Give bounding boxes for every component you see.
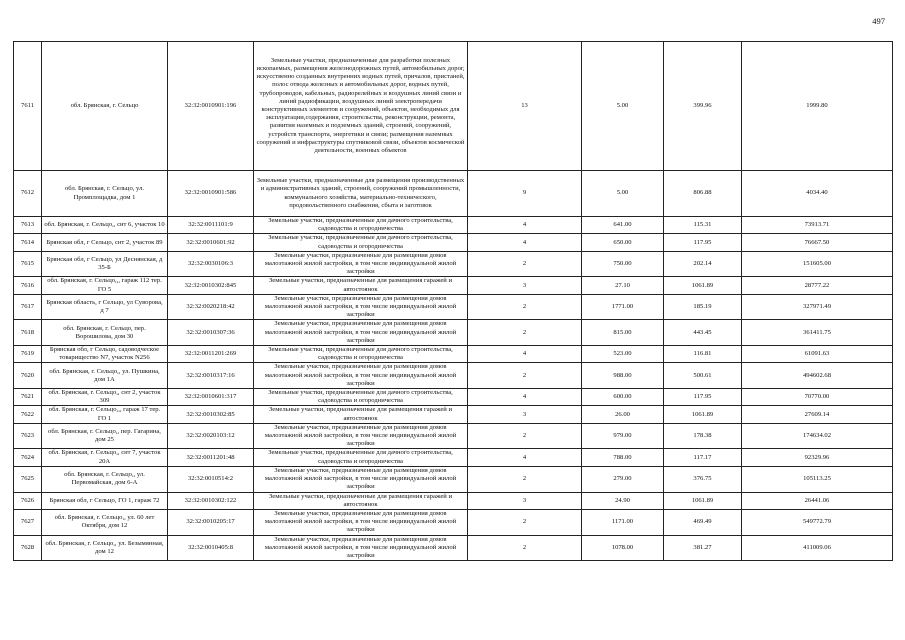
cell-land-use: Земельные участки, предназначенные для разработки полезных ископаемых, размещения железнодорожных путей, автомобильных дорог, искусственно созданных внутренних водных путей, причалов, пристаней, полос отвода железных и автомобильных дорог, водных путей, трубопроводов, кабельных, радиорелейных и воздушных линий связи и линий радиофикации, воздушных линий электропередачи конструктивных элементов и сооружений, объектов, необходимых для эксплуатации,содержания, строительства, реконструкции, ремонта, развития наземных и подземных зданий, строений, сооружений, устройств транспорта, энергетики и связи; размещения наземных сооружений и инфраструктуры спутниковой связи, объектов космической деятельности, военных объектов <box>254 42 468 171</box>
cell-specific-value: 1061.89 <box>664 277 742 294</box>
cell-specific-value: 117.95 <box>664 389 742 406</box>
cell-cadastral-number: 32:32:0010901:586 <box>168 171 254 217</box>
cell-land-use: Земельные участки, предназначенные для дачного строительства, садоводства и огородничества <box>254 234 468 251</box>
cell-address: обл. Брянская, г. Сельцо,, снт 2, участок 309 <box>42 389 168 406</box>
cell-area: 815.00 <box>582 320 664 346</box>
cell-cadastral-value: 174634.02 <box>742 423 893 449</box>
cell-cadastral-number: 32:32:0010302:85 <box>168 406 254 423</box>
cell-area: 1078.00 <box>582 535 664 561</box>
table-row <box>14 389 893 406</box>
cell-cadastral-value: 28777.22 <box>742 277 893 294</box>
cell-area: 641.00 <box>582 217 664 234</box>
cell-area: 988.00 <box>582 363 664 389</box>
cell-cadastral-value: 494602.68 <box>742 363 893 389</box>
table-row <box>14 217 893 234</box>
cell-group: 4 <box>468 389 582 406</box>
cell-number: 7624 <box>14 449 42 466</box>
cell-cadastral-number: 32:32:0010302:122 <box>168 492 254 509</box>
cell-cadastral-value: 61091.63 <box>742 346 893 363</box>
cell-area: 650.00 <box>582 234 664 251</box>
cell-cadastral-number: 32:32:0010302:845 <box>168 277 254 294</box>
cell-number: 7615 <box>14 251 42 277</box>
cell-area: 26.00 <box>582 406 664 423</box>
cell-address: обл. Брянская, г. Сельцо <box>42 42 168 171</box>
cell-address: обл. Брянская, г. Сельцо,,, гараж 112 тер. ГО 5 <box>42 277 168 294</box>
cell-number: 7628 <box>14 535 42 561</box>
cell-cadastral-value: 92329.96 <box>742 449 893 466</box>
table-row <box>14 363 893 389</box>
cell-specific-value: 381.27 <box>664 535 742 561</box>
cell-group: 13 <box>468 42 582 171</box>
table-row <box>14 171 893 217</box>
cell-area: 523.00 <box>582 346 664 363</box>
cell-land-use: Земельные участки, предназначенные для размещения домов малоэтажной жилой застройки, в том числе индивидуальной жилой застройки <box>254 423 468 449</box>
cell-cadastral-value: 411009.06 <box>742 535 893 561</box>
cell-group: 4 <box>468 346 582 363</box>
cell-area: 5.00 <box>582 42 664 171</box>
cell-cadastral-value: 549772.79 <box>742 509 893 535</box>
cell-number: 7619 <box>14 346 42 363</box>
cell-number: 7618 <box>14 320 42 346</box>
cell-address: обл. Брянская, г. Сельцо,, ул. 60 лет Октября, дом 12 <box>42 509 168 535</box>
cell-cadastral-value: 76667.50 <box>742 234 893 251</box>
page-number: 497 <box>872 16 885 26</box>
cell-number: 7627 <box>14 509 42 535</box>
cell-address: обл. Брянская, г. Сельцо,, ул. Первомайская, дом 6-А <box>42 466 168 492</box>
cell-land-use: Земельные участки, предназначенные для дачного строительства, садоводства и огородничества <box>254 346 468 363</box>
cell-specific-value: 117.95 <box>664 234 742 251</box>
cell-cadastral-number: 32:32:0010901:196 <box>168 42 254 171</box>
cell-group: 2 <box>468 535 582 561</box>
cell-number: 7611 <box>14 42 42 171</box>
table-row <box>14 346 893 363</box>
cell-cadastral-value: 1999.80 <box>742 42 893 171</box>
cell-land-use: Земельные участки, предназначенные для размещения домов малоэтажной жилой застройки, в том числе индивидуальной жилой застройки <box>254 294 468 320</box>
cadastral-value-table <box>13 41 893 561</box>
cell-area: 27.10 <box>582 277 664 294</box>
cell-specific-value: 115.31 <box>664 217 742 234</box>
cell-land-use: Земельные участки, предназначенные для размещения производственных и административных зданий, строений, сооружений промышленности, коммунального хозяйства, материально-технического, продовольственного снабжения, сбыта и заготовок <box>254 171 468 217</box>
cell-group: 3 <box>468 406 582 423</box>
cell-group: 3 <box>468 492 582 509</box>
cell-land-use: Земельные участки, предназначенные для размещения домов малоэтажной жилой застройки, в том числе индивидуальной жилой застройки <box>254 363 468 389</box>
cell-cadastral-number: 32:32:0011101:9 <box>168 217 254 234</box>
cell-area: 1771.00 <box>582 294 664 320</box>
cell-specific-value: 185.19 <box>664 294 742 320</box>
cell-group: 2 <box>468 294 582 320</box>
cell-land-use: Земельные участки, предназначенные для размещения гаражей и автостоянок <box>254 406 468 423</box>
cell-address: Брянская обл, г Сельцо, ул Деснянская, д 35-Б <box>42 251 168 277</box>
cell-address: Брянская область, г Сельцо, ул Суворова, д 7 <box>42 294 168 320</box>
cell-specific-value: 1061.89 <box>664 406 742 423</box>
cell-group: 2 <box>468 251 582 277</box>
cell-address: обл. Брянская, г. Сельцо, ул. Промплощадка, дом 1 <box>42 171 168 217</box>
cell-number: 7616 <box>14 277 42 294</box>
cell-specific-value: 202.14 <box>664 251 742 277</box>
cell-cadastral-number: 32:32:0020103:12 <box>168 423 254 449</box>
cell-cadastral-value: 70770.00 <box>742 389 893 406</box>
cell-address: обл. Брянская, г. Сельцо, пер. Ворошилова, дом 30 <box>42 320 168 346</box>
cell-cadastral-number: 32:32:0010307:36 <box>168 320 254 346</box>
cell-group: 2 <box>468 423 582 449</box>
table-body <box>14 42 893 561</box>
cell-cadastral-number: 32:32:0010317:16 <box>168 363 254 389</box>
cell-land-use: Земельные участки, предназначенные для дачного строительства, садоводства и огородничества <box>254 217 468 234</box>
cell-address: Брянская обл, г Сельцо, снт 2, участок 89 <box>42 234 168 251</box>
cell-number: 7612 <box>14 171 42 217</box>
cell-specific-value: 399.96 <box>664 42 742 171</box>
cell-number: 7623 <box>14 423 42 449</box>
cell-specific-value: 116.81 <box>664 346 742 363</box>
cell-number: 7617 <box>14 294 42 320</box>
cell-address: обл. Брянская, г. Сельцо,, ул. Пушкина, дом 1А <box>42 363 168 389</box>
cell-land-use: Земельные участки, предназначенные для размещения гаражей и автостоянок <box>254 277 468 294</box>
cell-land-use: Земельные участки, предназначенные для размещения домов малоэтажной жилой застройки, в том числе индивидуальной жилой застройки <box>254 466 468 492</box>
cell-area: 1171.00 <box>582 509 664 535</box>
cell-cadastral-number: 32:32:0010205:17 <box>168 509 254 535</box>
cell-group: 2 <box>468 509 582 535</box>
table-row <box>14 294 893 320</box>
cell-number: 7621 <box>14 389 42 406</box>
cell-cadastral-number: 32:32:0011201:269 <box>168 346 254 363</box>
cell-specific-value: 117.17 <box>664 449 742 466</box>
cell-number: 7620 <box>14 363 42 389</box>
table-row <box>14 277 893 294</box>
cell-cadastral-number: 32:32:0030106:3 <box>168 251 254 277</box>
cell-cadastral-number: 32:32:0010601:92 <box>168 234 254 251</box>
cell-area: 279.00 <box>582 466 664 492</box>
cell-address: Брянская обл, г Сельцо, садоводческое товарищество N7, участок N256 <box>42 346 168 363</box>
cell-group: 4 <box>468 217 582 234</box>
table-row <box>14 251 893 277</box>
cell-cadastral-value: 4034.40 <box>742 171 893 217</box>
cell-cadastral-number: 32:32:0011201:48 <box>168 449 254 466</box>
cell-group: 9 <box>468 171 582 217</box>
table-row <box>14 234 893 251</box>
cell-cadastral-number: 32:32:0010601:317 <box>168 389 254 406</box>
cell-number: 7614 <box>14 234 42 251</box>
cell-group: 4 <box>468 234 582 251</box>
cell-land-use: Земельные участки, предназначенные для размещения домов малоэтажной жилой застройки, в том числе индивидуальной жилой застройки <box>254 509 468 535</box>
cell-specific-value: 469.49 <box>664 509 742 535</box>
cell-cadastral-value: 361411.75 <box>742 320 893 346</box>
cell-cadastral-number: 32:32:0010514:2 <box>168 466 254 492</box>
cell-specific-value: 443.45 <box>664 320 742 346</box>
cell-land-use: Земельные участки, предназначенные для дачного строительства, садоводства и огородничества <box>254 389 468 406</box>
cell-group: 2 <box>468 320 582 346</box>
cell-land-use: Земельные участки, предназначенные для размещения домов малоэтажной жилой застройки, в том числе индивидуальной жилой застройки <box>254 251 468 277</box>
cell-land-use: Земельные участки, предназначенные для дачного строительства, садоводства и огородничества <box>254 449 468 466</box>
cell-cadastral-number: 32:32:0010405:8 <box>168 535 254 561</box>
cell-area: 788.00 <box>582 449 664 466</box>
table-row <box>14 449 893 466</box>
cell-cadastral-value: 26441.06 <box>742 492 893 509</box>
table-row <box>14 42 893 171</box>
cell-address: обл. Брянская, г. Сельцо,, ул. Безымянная, дом 12 <box>42 535 168 561</box>
cell-specific-value: 806.88 <box>664 171 742 217</box>
cell-area: 5.00 <box>582 171 664 217</box>
cell-number: 7625 <box>14 466 42 492</box>
cell-group: 4 <box>468 449 582 466</box>
table-row <box>14 320 893 346</box>
cell-address: обл. Брянская, г. Сельцо,,, гараж 17 тер. ГО 1 <box>42 406 168 423</box>
cell-land-use: Земельные участки, предназначенные для размещения гаражей и автостоянок <box>254 492 468 509</box>
cell-specific-value: 376.75 <box>664 466 742 492</box>
cell-specific-value: 178.38 <box>664 423 742 449</box>
cell-number: 7622 <box>14 406 42 423</box>
cell-area: 600.00 <box>582 389 664 406</box>
cell-group: 3 <box>468 277 582 294</box>
cell-cadastral-value: 327971.49 <box>742 294 893 320</box>
cell-area: 24.90 <box>582 492 664 509</box>
cell-cadastral-value: 27609.14 <box>742 406 893 423</box>
table-row <box>14 466 893 492</box>
table-row <box>14 535 893 561</box>
cell-area: 750.00 <box>582 251 664 277</box>
cell-land-use: Земельные участки, предназначенные для размещения домов малоэтажной жилой застройки, в том числе индивидуальной жилой застройки <box>254 535 468 561</box>
cell-cadastral-number: 32:32:0020218:42 <box>168 294 254 320</box>
table-row <box>14 492 893 509</box>
cell-address: обл. Брянская, г. Сельцо,, снт 7, участок 20А <box>42 449 168 466</box>
cell-address: обл. Брянская, г. Сельцо,, пер. Гагарина, дом 25 <box>42 423 168 449</box>
cell-group: 2 <box>468 466 582 492</box>
cell-specific-value: 1061.89 <box>664 492 742 509</box>
cell-group: 2 <box>468 363 582 389</box>
cell-cadastral-value: 73913.71 <box>742 217 893 234</box>
cell-address: обл. Брянская, г. Сельцо,, снт 6, участок 10 <box>42 217 168 234</box>
cell-specific-value: 500.61 <box>664 363 742 389</box>
table-row <box>14 406 893 423</box>
cell-area: 979.00 <box>582 423 664 449</box>
cell-number: 7626 <box>14 492 42 509</box>
cell-cadastral-value: 105113.25 <box>742 466 893 492</box>
table-row <box>14 509 893 535</box>
cell-number: 7613 <box>14 217 42 234</box>
table-row <box>14 423 893 449</box>
cell-address: Брянская обл, г Сельцо, ГО 1, гараж 72 <box>42 492 168 509</box>
cell-cadastral-value: 151605.00 <box>742 251 893 277</box>
cell-land-use: Земельные участки, предназначенные для размещения домов малоэтажной жилой застройки, в том числе индивидуальной жилой застройки <box>254 320 468 346</box>
